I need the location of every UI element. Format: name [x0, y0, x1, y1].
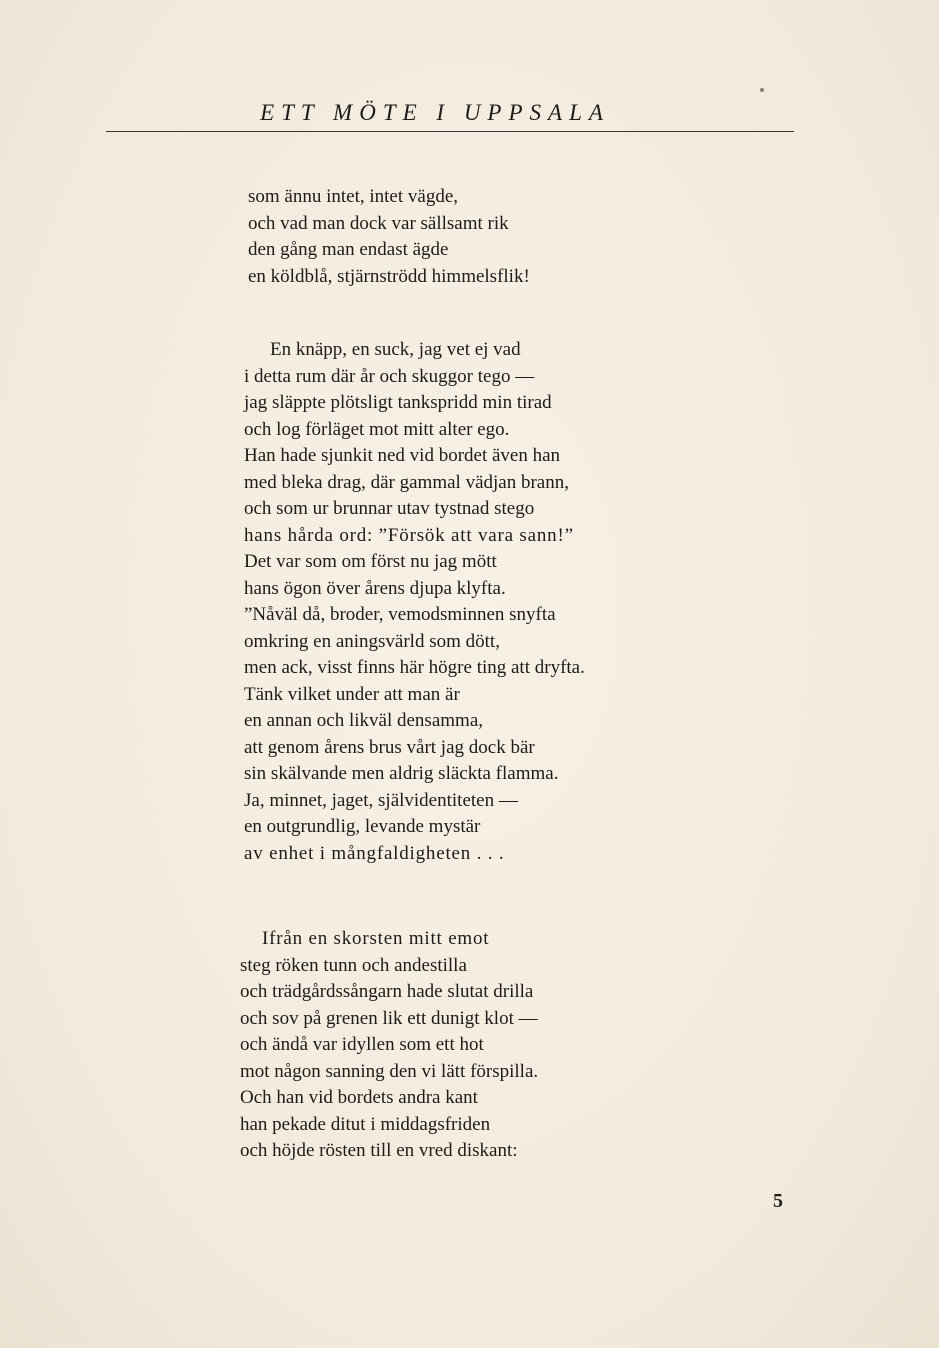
verse-line: med bleka drag, där gammal vädjan brann, — [244, 471, 569, 493]
verse-line: och trädgårdssångarn hade slutat drilla — [240, 981, 534, 1002]
verse-line: Det var som om först nu jag mött — [244, 551, 497, 572]
verse-line: en outgrundlig, levande mystär — [244, 816, 481, 837]
verse-line: jag släppte plötsligt tankspridd min tirad — [244, 392, 552, 413]
verse-line: att genom årens brus vårt jag dock bär — [244, 736, 535, 758]
verse-line: den gång man endast ägde — [248, 239, 449, 260]
verse-line: Tänk vilket under att man är — [244, 683, 460, 705]
verse-line: som ännu intet, intet vägde, — [248, 186, 459, 207]
page-number: 5 — [773, 1190, 783, 1212]
verse-line: hans hårda ord: ”Försök att vara sann!” — [244, 524, 574, 546]
verse-line: sin skälvande men aldrig släckta flamma. — [244, 763, 559, 784]
stanza-2 — [244, 337, 585, 867]
verse-line: steg röken tunn och andestilla — [240, 954, 467, 976]
verse-line: ”Nåväl då, broder, vemodsminnen snyfta — [244, 604, 556, 625]
verse-line: en köldblå, stjärnströdd himmelsflik! — [248, 265, 530, 287]
verse-line: men ack, visst finns här högre ting att dryfta. — [244, 657, 585, 678]
verse-line: och sov på grenen lik ett dunigt klot — — [240, 1007, 538, 1029]
verse-line: Ja, minnet, jaget, självidentiteten — — [244, 789, 518, 811]
verse-line: och vad man dock var sällsamt rik — [248, 212, 509, 234]
verse-line: och som ur brunnar utav tystnad stego — [244, 498, 535, 519]
verse-line: En knäpp, en suck, jag vet ej vad — [270, 339, 521, 360]
verse-line: och log förläget mot mitt alter ego. — [244, 418, 510, 440]
running-head: ETT MÖTE I UPPSALA — [260, 100, 610, 125]
verse-line: mot någon sanning den vi lätt förspilla. — [240, 1060, 539, 1082]
verse-line: och ändå var idyllen som ett hot — [240, 1034, 484, 1055]
verse-line: Ifrån en skorsten mitt emot — [262, 928, 490, 949]
verse-line: en annan och likväl densamma, — [244, 710, 484, 731]
verse-line: och höjde rösten till en vred diskant: — [240, 1140, 518, 1161]
verse-line: han pekade ditut i middagsfriden — [240, 1113, 491, 1135]
ink-speck — [760, 88, 764, 92]
verse-line: hans ögon över årens djupa klyfta. — [244, 577, 506, 599]
verse-line: omkring en aningsvärld som dött, — [244, 630, 500, 652]
verse-line: Han hade sjunkit ned vid bordet även han — [244, 445, 561, 466]
verse-line: av enhet i mångfaldigheten . . . — [244, 842, 505, 864]
stanza-1 — [248, 184, 530, 290]
header-rule — [106, 131, 794, 132]
stanza-3 — [240, 926, 538, 1165]
verse-line: i detta rum där år och skuggor tego — — [244, 365, 535, 387]
verse-line: Och han vid bordets andra kant — [240, 1087, 478, 1108]
